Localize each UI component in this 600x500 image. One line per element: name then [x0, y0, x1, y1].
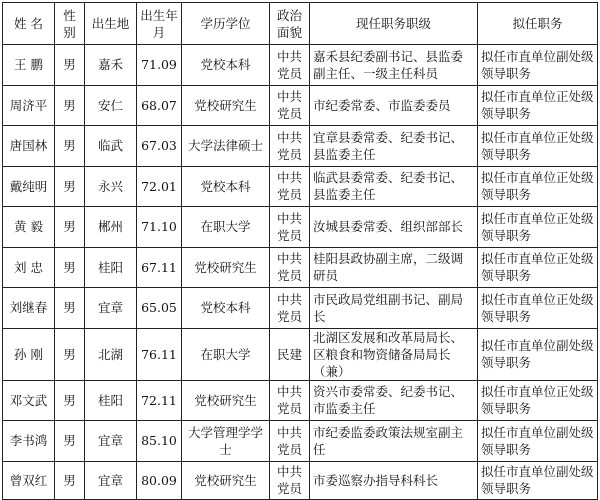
cell-current-position: 北湖区发展和改革局局长、区粮食和物资储备局局长（兼）	[310, 328, 478, 380]
cell-current-position: 市纪委监委政策法规室副主任	[310, 421, 478, 462]
table-row	[3, 328, 598, 380]
cell-proposed-position: 拟任市直单位正处级领导职务	[478, 166, 598, 207]
cell-education: 在职大学	[182, 328, 270, 380]
cell-birthplace: 郴州	[85, 207, 137, 248]
cell-gender: 男	[55, 45, 85, 86]
cell-name: 李书鸿	[3, 421, 55, 462]
table-row	[3, 288, 598, 329]
cell-birthplace: 桂阳	[85, 247, 137, 288]
table-row	[3, 126, 598, 167]
cell-birthplace: 临武	[85, 126, 137, 167]
cell-education: 在职大学	[182, 207, 270, 248]
cell-education: 党校本科	[182, 166, 270, 207]
cell-name: 孙 刚	[3, 328, 55, 380]
cell-gender: 男	[55, 461, 85, 499]
cell-education: 党校研究生	[182, 85, 270, 126]
cell-proposed-position: 拟任市直单位副处级领导职务	[478, 421, 598, 462]
cell-party: 中共党员	[270, 288, 310, 329]
cell-gender: 男	[55, 380, 85, 421]
cell-birthdate: 68.07	[137, 85, 182, 126]
cell-name: 王 鹏	[3, 45, 55, 86]
cell-party: 中共党员	[270, 166, 310, 207]
cell-party: 中共党员	[270, 380, 310, 421]
header-proposed-position: 拟任职务	[478, 3, 598, 45]
cell-gender: 男	[55, 85, 85, 126]
cell-birthplace: 桂阳	[85, 380, 137, 421]
cell-name: 唐国林	[3, 126, 55, 167]
cell-party: 中共党员	[270, 247, 310, 288]
cell-party: 中共党员	[270, 207, 310, 248]
table-row	[3, 247, 598, 288]
cell-education: 大学法律硕士	[182, 126, 270, 167]
header-birthplace: 出生地	[85, 3, 137, 45]
cell-proposed-position: 拟任市直单位正处级领导职务	[478, 380, 598, 421]
table-row	[3, 421, 598, 462]
cell-education: 大学管理学学士	[182, 421, 270, 462]
cell-proposed-position: 拟任市直单位副处级领导职务	[478, 45, 598, 86]
cell-gender: 男	[55, 247, 85, 288]
cell-proposed-position: 拟任市直单位副处级领导职务	[478, 461, 598, 499]
table-row	[3, 85, 598, 126]
cell-gender: 男	[55, 328, 85, 380]
table-row	[3, 461, 598, 499]
cell-name: 刘继春	[3, 288, 55, 329]
cell-proposed-position: 拟任市直单位正处级领导职务	[478, 288, 598, 329]
table-row	[3, 45, 598, 86]
cell-birthplace: 宜章	[85, 421, 137, 462]
cell-birthdate: 72.11	[137, 380, 182, 421]
header-gender: 性别	[55, 3, 85, 45]
cell-party: 中共党员	[270, 85, 310, 126]
cell-party: 民建	[270, 328, 310, 380]
cell-name: 邓文武	[3, 380, 55, 421]
cell-name: 刘 忠	[3, 247, 55, 288]
personnel-table	[2, 2, 598, 500]
cell-gender: 男	[55, 288, 85, 329]
cell-birthplace: 北湖	[85, 328, 137, 380]
cell-current-position: 临武县委常委、纪委书记、县监委主任	[310, 166, 478, 207]
header-education: 学历学位	[182, 3, 270, 45]
cell-gender: 男	[55, 126, 85, 167]
cell-current-position: 宜章县委常委、纪委书记、县监委主任	[310, 126, 478, 167]
cell-birthdate: 71.09	[137, 45, 182, 86]
cell-party: 中共党员	[270, 421, 310, 462]
cell-name: 曾双红	[3, 461, 55, 499]
cell-current-position: 嘉禾县纪委副书记、县监委副主任、一级主任科员	[310, 45, 478, 86]
table-row	[3, 166, 598, 207]
cell-current-position: 资兴市委常委、纪委书记、市监委主任	[310, 380, 478, 421]
cell-birthplace: 安仁	[85, 85, 137, 126]
cell-name: 戴纯明	[3, 166, 55, 207]
cell-current-position: 市委巡察办指导科科长	[310, 461, 478, 499]
header-current-position: 现任职务职级	[310, 3, 478, 45]
cell-birthdate: 80.09	[137, 461, 182, 499]
cell-proposed-position: 拟任市直单位正处级领导职务	[478, 207, 598, 248]
cell-proposed-position: 拟任市直单位副处级领导职务	[478, 328, 598, 380]
header-row	[3, 3, 598, 45]
cell-party: 中共党员	[270, 45, 310, 86]
cell-birthplace: 宜章	[85, 461, 137, 499]
cell-birthdate: 72.01	[137, 166, 182, 207]
cell-name: 黄 毅	[3, 207, 55, 248]
header-party: 政治面貌	[270, 3, 310, 45]
cell-education: 党校本科	[182, 45, 270, 86]
cell-birthdate: 71.10	[137, 207, 182, 248]
cell-party: 中共党员	[270, 126, 310, 167]
header-birthdate: 出生年月	[137, 3, 182, 45]
cell-birthdate: 85.10	[137, 421, 182, 462]
cell-education: 党校研究生	[182, 380, 270, 421]
table-row	[3, 380, 598, 421]
cell-current-position: 汝城县委常委、组织部部长	[310, 207, 478, 248]
cell-proposed-position: 拟任市直单位正处级领导职务	[478, 126, 598, 167]
cell-proposed-position: 拟任市直单位正处级领导职务	[478, 247, 598, 288]
cell-education: 党校研究生	[182, 247, 270, 288]
cell-party: 中共党员	[270, 461, 310, 499]
cell-gender: 男	[55, 207, 85, 248]
cell-current-position: 市民政局党组副书记、副局长	[310, 288, 478, 329]
cell-current-position: 市纪委常委、市监委委员	[310, 85, 478, 126]
cell-education: 党校本科	[182, 288, 270, 329]
cell-current-position: 桂阳县政协副主席，二级调研员	[310, 247, 478, 288]
table-row	[3, 207, 598, 248]
cell-proposed-position: 拟任市直单位正处级领导职务	[478, 85, 598, 126]
cell-birthplace: 嘉禾	[85, 45, 137, 86]
cell-gender: 男	[55, 421, 85, 462]
cell-birthplace: 永兴	[85, 166, 137, 207]
cell-name: 周济平	[3, 85, 55, 126]
cell-birthdate: 67.03	[137, 126, 182, 167]
cell-birthdate: 65.05	[137, 288, 182, 329]
cell-education: 党校研究生	[182, 461, 270, 499]
cell-gender: 男	[55, 166, 85, 207]
header-name: 姓 名	[3, 3, 55, 45]
cell-birthdate: 76.11	[137, 328, 182, 380]
cell-birthplace: 宜章	[85, 288, 137, 329]
cell-birthdate: 67.11	[137, 247, 182, 288]
